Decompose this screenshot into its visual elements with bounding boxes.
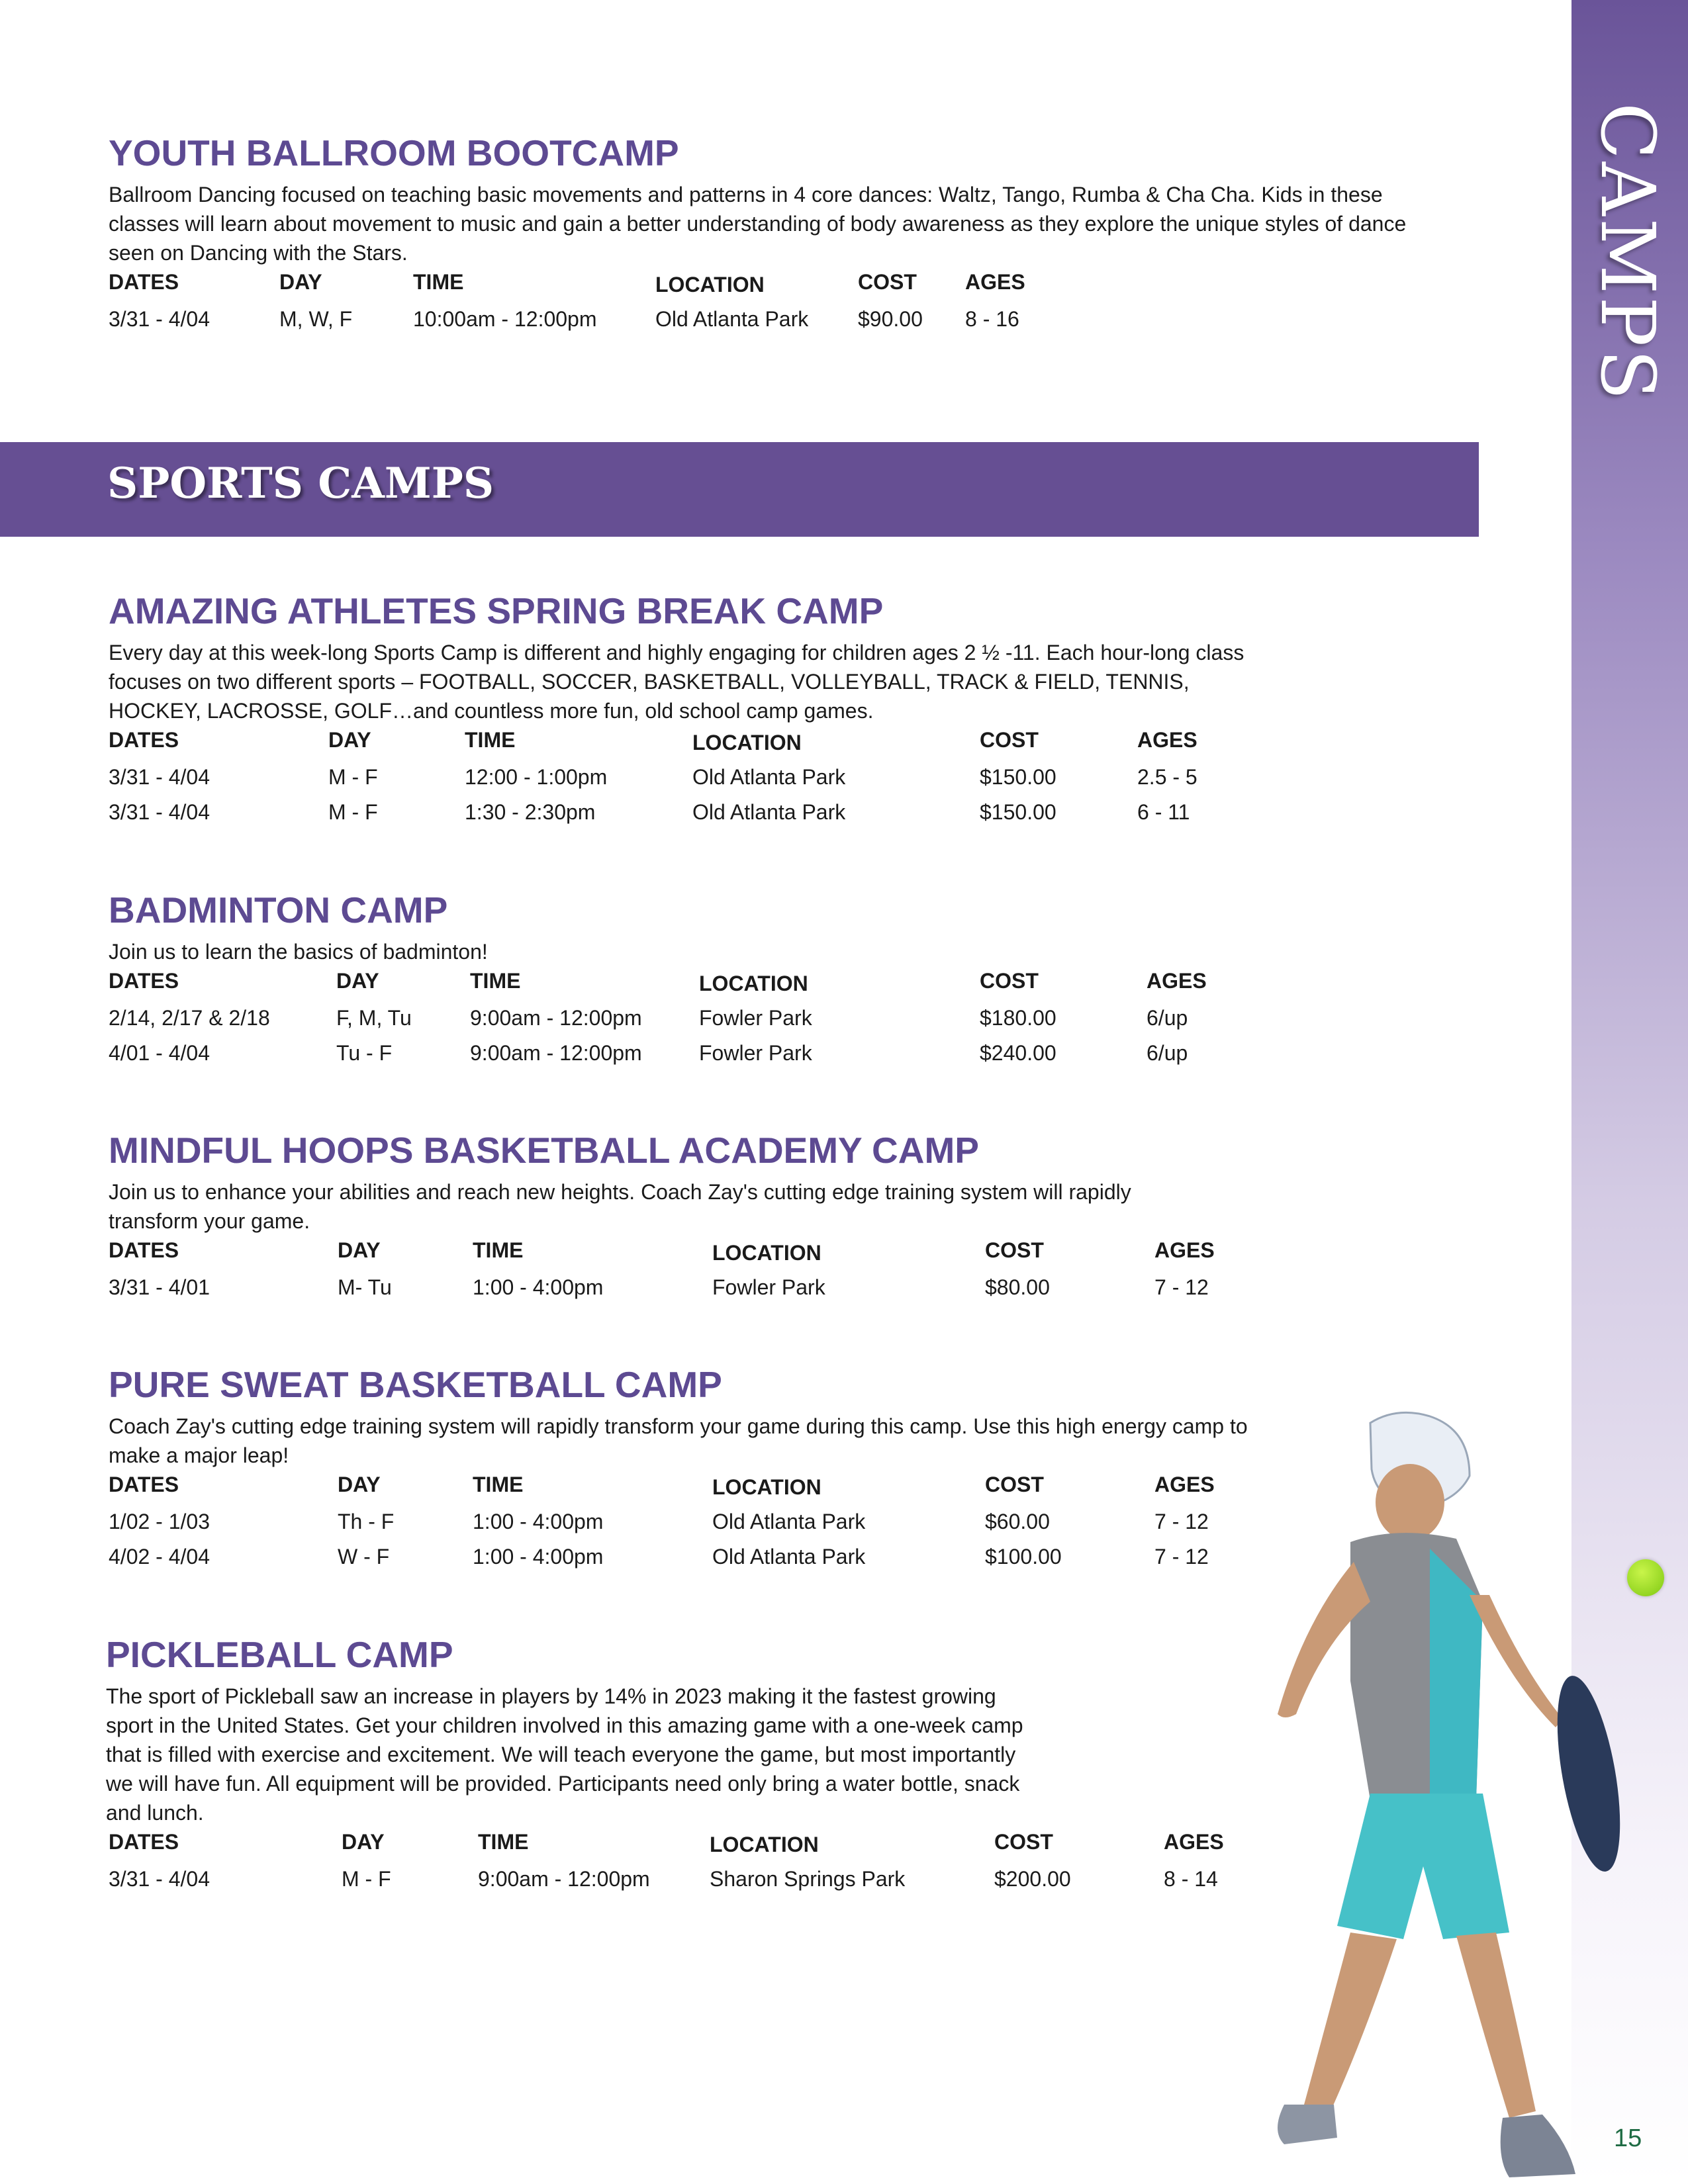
- table-cell-cost: $100.00: [985, 1545, 1062, 1569]
- table-cell-ages: 7 - 12: [1154, 1275, 1209, 1299]
- column-header-location: LOCATION: [655, 273, 765, 296]
- section-badminton-camp: [109, 888, 1472, 1076]
- schedule-table: [106, 1830, 1224, 1902]
- section-description: Every day at this week-long Sports Camp is different and highly engaging for children ages 2 ½ -11. Each hour-long class focuses on two different sports – FOOTBALL, SOCCER, BASKETBALL, VOLLEYBALL, TRACK & FIELD, TENNIS, HOCKEY, LACROSSE, GOLF…and countless more fun, old school camp games.: [109, 641, 1244, 723]
- column-header-cost: COST: [980, 728, 1039, 752]
- section-amazing-athletes: [109, 589, 1287, 835]
- column-header-cost: COST: [985, 1238, 1044, 1262]
- column-header-time: TIME: [473, 1238, 524, 1262]
- table-cell-location: Old Atlanta Park: [712, 1510, 866, 1533]
- column-header-ages: AGES: [1164, 1830, 1224, 1854]
- section-title: YOUTH BALLROOM BOOTCAMP: [109, 132, 679, 173]
- column-header-cost: COST: [994, 1830, 1053, 1854]
- table-cell-cost: $200.00: [994, 1867, 1071, 1891]
- table-cell-dates: 3/31 - 4/04: [109, 307, 210, 331]
- column-header-cost: COST: [858, 270, 917, 294]
- table-cell-dates: 3/31 - 4/01: [109, 1275, 210, 1299]
- column-header-ages: AGES: [1154, 1238, 1215, 1262]
- column-header-time: TIME: [478, 1830, 529, 1854]
- section-description: The sport of Pickleball saw an increase in players by 14% in 2023 making it the fastest growing sport in the United States. Get your children involved in this amazing game with a one-week camp that is filled with exercise and excitement. We will teach everyone the game, but most importantly we will have fun. All equipment will be provided. Participants need only bring a water bottle, snack and lunch.: [106, 1684, 1023, 1825]
- section-title: MINDFUL HOOPS BASKETBALL ACADEMY CAMP: [109, 1130, 979, 1171]
- table-cell-time: 12:00 - 1:00pm: [465, 765, 608, 789]
- column-header-cost: COST: [985, 1473, 1044, 1496]
- table-cell-time: 9:00am - 12:00pm: [470, 1006, 642, 1030]
- section-description: Ballroom Dancing focused on teaching basic movements and patterns in 4 core dances: Waltz, Tango, Rumba & Cha Cha. Kids in these classes will learn about movement to music and gain a better understanding of body awareness as they explore the unique styles of dance seen on Dancing with the Stars.: [109, 183, 1407, 265]
- column-header-ages: AGES: [965, 270, 1025, 294]
- table-cell-day: M - F: [328, 765, 378, 789]
- table-cell-dates: 4/02 - 4/04: [109, 1545, 210, 1569]
- table-cell-cost: $60.00: [985, 1510, 1050, 1533]
- schedule-table: [109, 270, 1452, 342]
- table-cell-dates: 2/14, 2/17 & 2/18: [109, 1006, 270, 1030]
- section-title: PICKLEBALL CAMP: [106, 1634, 453, 1675]
- table-cell-location: Old Atlanta Park: [692, 765, 846, 789]
- section-title: AMAZING ATHLETES SPRING BREAK CAMP: [109, 590, 884, 631]
- table-cell-time: 9:00am - 12:00pm: [470, 1041, 642, 1065]
- column-header-ages: AGES: [1154, 1473, 1215, 1496]
- section-description: Join us to learn the basics of badminton!: [109, 940, 488, 964]
- table-cell-day: W - F: [338, 1545, 390, 1569]
- table-cell-ages: 6/up: [1147, 1006, 1188, 1030]
- table-cell-day: M - F: [342, 1867, 391, 1891]
- table-cell-ages: 8 - 16: [965, 307, 1019, 331]
- table-cell-day: F, M, Tu: [336, 1006, 412, 1030]
- table-cell-time: 1:00 - 4:00pm: [473, 1510, 604, 1533]
- table-cell-cost: $80.00: [985, 1275, 1050, 1299]
- table-cell-cost: $150.00: [980, 765, 1056, 789]
- table-cell-ages: 6/up: [1147, 1041, 1188, 1065]
- column-header-day: DAY: [342, 1830, 385, 1854]
- table-cell-day: M- Tu: [338, 1275, 392, 1299]
- section-description: Coach Zay's cutting edge training system will rapidly transform your game during this camp. Use this high energy camp to make a major leap!: [109, 1414, 1248, 1467]
- table-cell-time: 9:00am - 12:00pm: [478, 1867, 650, 1891]
- section-description: Join us to enhance your abilities and reach new heights. Coach Zay's cutting edge training system will rapidly transform your game.: [109, 1180, 1131, 1233]
- schedule-table: [109, 969, 1472, 1076]
- column-header-dates: DATES: [109, 1238, 179, 1262]
- table-cell-location: Fowler Park: [699, 1041, 812, 1065]
- table-cell-location: Old Atlanta Park: [712, 1545, 866, 1569]
- table-cell-cost: $90.00: [858, 307, 923, 331]
- table-cell-day: Th - F: [338, 1510, 395, 1533]
- schedule-table: [109, 728, 1287, 835]
- table-cell-ages: 8 - 14: [1164, 1867, 1218, 1891]
- table-cell-dates: 3/31 - 4/04: [109, 1867, 210, 1891]
- banner-title: SPORTS CAMPS: [107, 459, 494, 508]
- table-cell-cost: $150.00: [980, 800, 1056, 824]
- column-header-dates: DATES: [109, 1830, 179, 1854]
- column-header-location: LOCATION: [710, 1833, 819, 1856]
- table-cell-ages: 7 - 12: [1154, 1545, 1209, 1569]
- table-cell-location: Sharon Springs Park: [710, 1867, 906, 1891]
- table-cell-dates: 4/01 - 4/04: [109, 1041, 210, 1065]
- section-pickleball-camp: [106, 1633, 1224, 1902]
- column-header-time: TIME: [473, 1473, 524, 1496]
- column-header-time: TIME: [470, 969, 521, 993]
- table-cell-cost: $180.00: [980, 1006, 1056, 1030]
- column-header-ages: AGES: [1137, 728, 1197, 752]
- section-youth-ballroom-bootcamp: [109, 131, 1452, 342]
- column-header-day: DAY: [338, 1473, 381, 1496]
- section-mindful-hoops: [109, 1128, 1215, 1310]
- table-cell-ages: 7 - 12: [1154, 1510, 1209, 1533]
- table-cell-day: Tu - F: [336, 1041, 393, 1065]
- column-header-day: DAY: [328, 728, 371, 752]
- table-cell-time: 1:00 - 4:00pm: [473, 1545, 604, 1569]
- column-header-location: LOCATION: [692, 731, 802, 754]
- column-header-ages: AGES: [1147, 969, 1207, 993]
- table-cell-location: Old Atlanta Park: [692, 800, 846, 824]
- column-header-day: DAY: [279, 270, 322, 294]
- pickleball-player-photo: [1086, 1403, 1655, 2184]
- table-cell-location: Fowler Park: [712, 1275, 825, 1299]
- table-cell-ages: 6 - 11: [1137, 800, 1190, 824]
- column-header-day: DAY: [336, 969, 379, 993]
- column-header-location: LOCATION: [712, 1241, 821, 1265]
- table-cell-location: Fowler Park: [699, 1006, 812, 1030]
- column-header-cost: COST: [980, 969, 1039, 993]
- table-cell-dates: 3/31 - 4/04: [109, 765, 210, 789]
- table-cell-ages: 2.5 - 5: [1137, 765, 1197, 789]
- schedule-table: [109, 1238, 1215, 1310]
- table-cell-dates: 3/31 - 4/04: [109, 800, 210, 824]
- column-header-time: TIME: [413, 270, 464, 294]
- column-header-location: LOCATION: [712, 1475, 821, 1499]
- column-header-location: LOCATION: [699, 972, 808, 995]
- table-cell-cost: $240.00: [980, 1041, 1056, 1065]
- sidebar-title: CAMPS: [1584, 103, 1670, 403]
- table-cell-time: 1:30 - 2:30pm: [465, 800, 596, 824]
- table-cell-dates: 1/02 - 1/03: [109, 1510, 210, 1533]
- column-header-dates: DATES: [109, 969, 179, 993]
- column-header-time: TIME: [465, 728, 516, 752]
- table-cell-time: 1:00 - 4:00pm: [473, 1275, 604, 1299]
- section-title: BADMINTON CAMP: [109, 889, 448, 931]
- section-title: PURE SWEAT BASKETBALL CAMP: [109, 1364, 722, 1405]
- column-header-dates: DATES: [109, 728, 179, 752]
- page-number: 15: [1614, 2124, 1642, 2152]
- column-header-dates: DATES: [109, 1473, 179, 1496]
- table-cell-day: M, W, F: [279, 307, 353, 331]
- column-header-dates: DATES: [109, 270, 179, 294]
- table-cell-day: M - F: [328, 800, 378, 824]
- table-cell-location: Old Atlanta Park: [655, 307, 809, 331]
- column-header-day: DAY: [338, 1238, 381, 1262]
- table-cell-time: 10:00am - 12:00pm: [413, 307, 597, 331]
